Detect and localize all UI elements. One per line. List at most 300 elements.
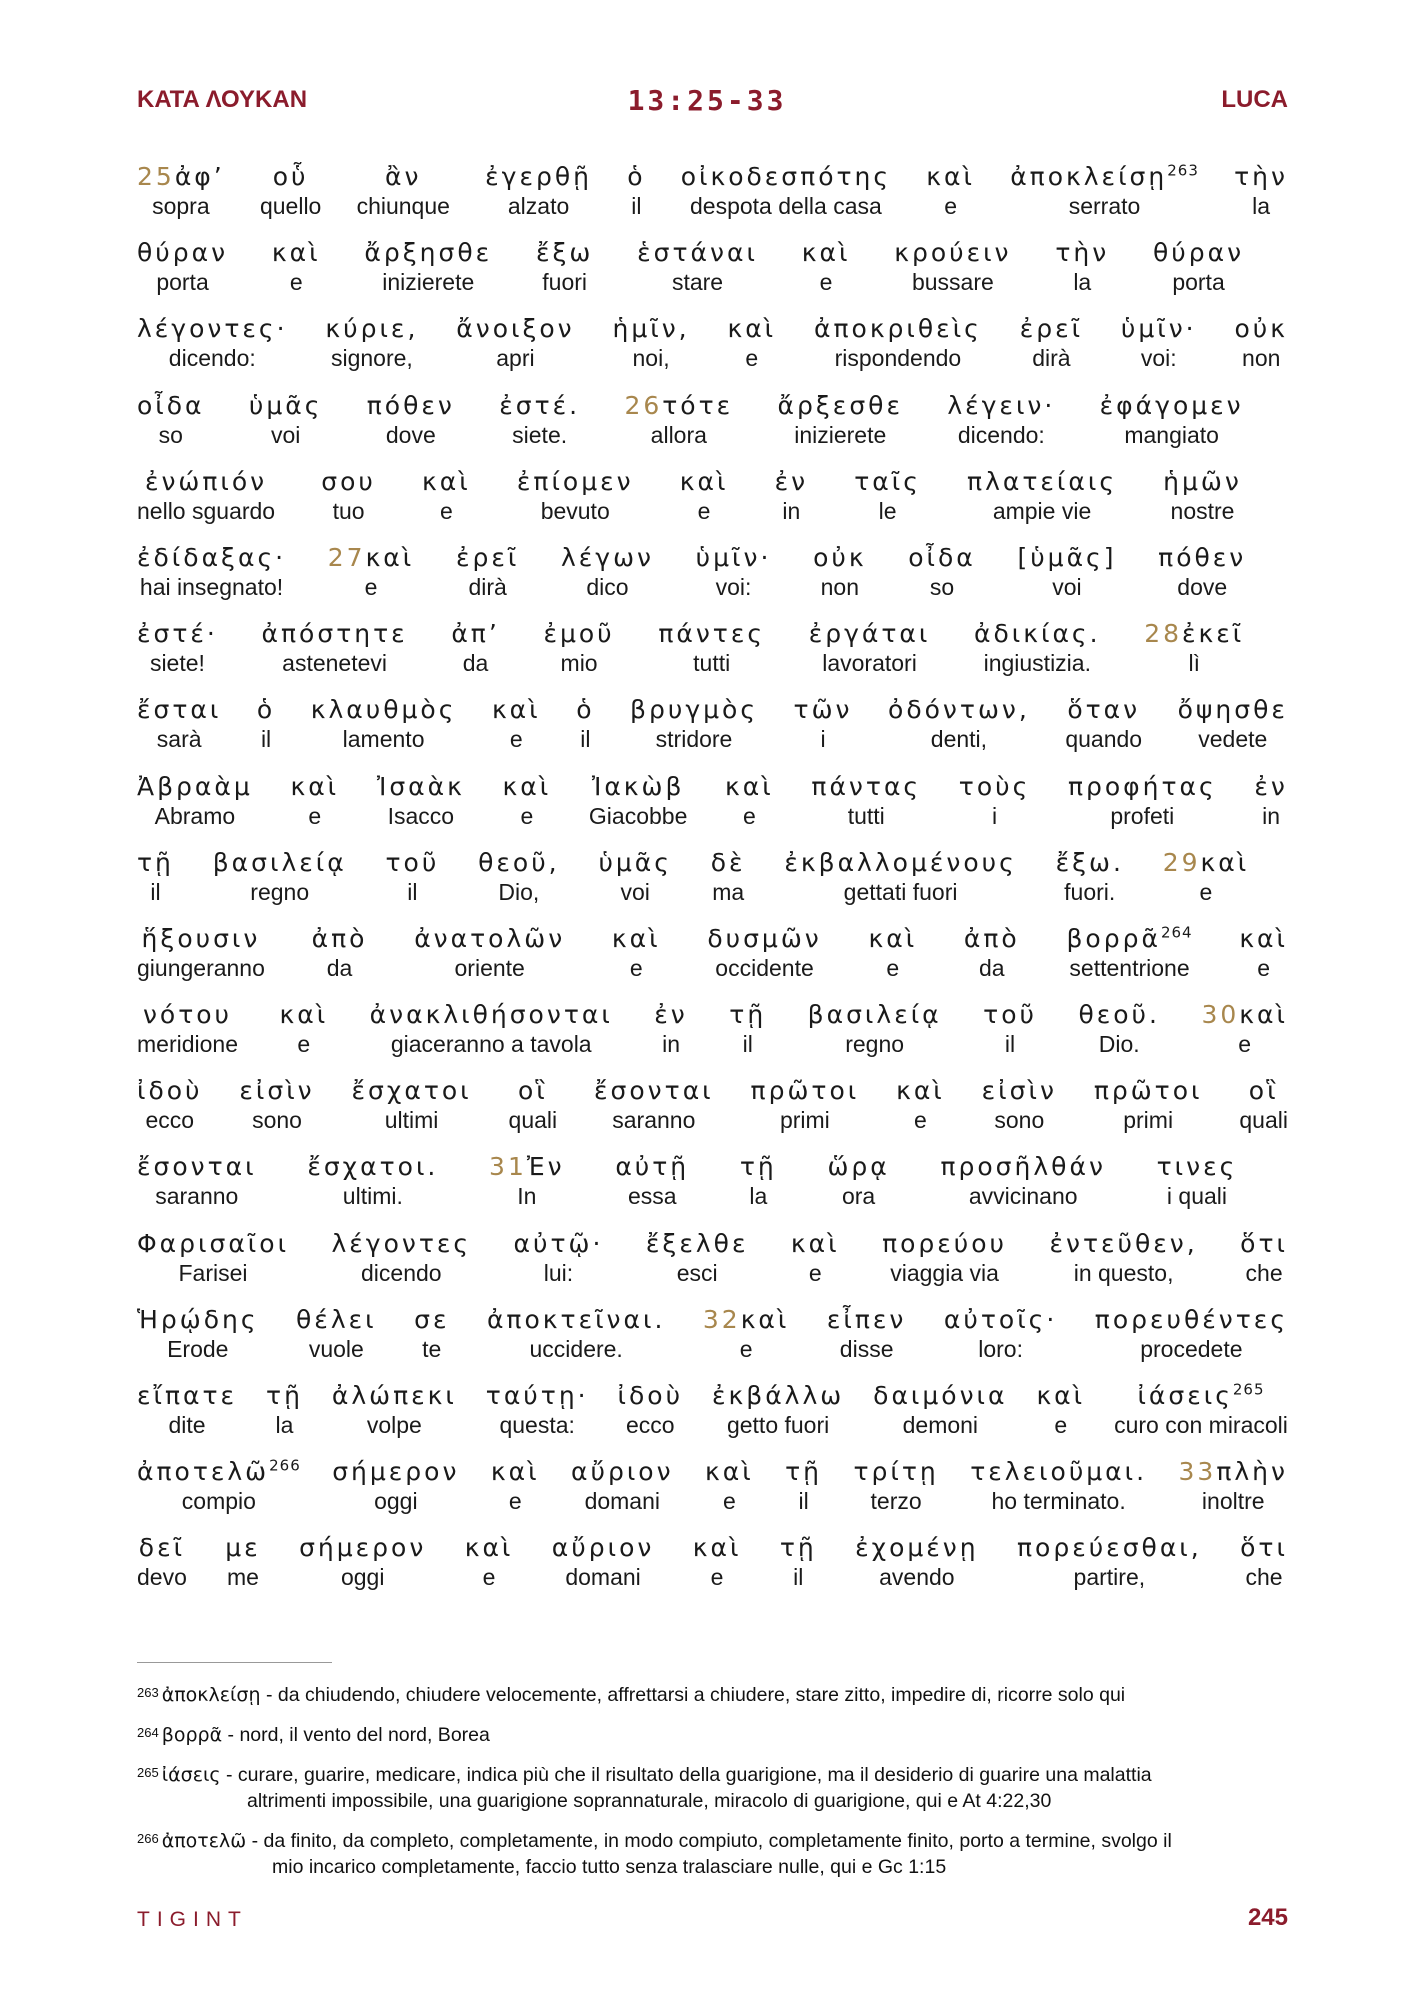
greek-text: ἰδοὺ — [617, 1381, 684, 1410]
word-pair — [465, 1533, 514, 1591]
italian-gloss: voi — [1052, 573, 1082, 600]
word-pair — [725, 772, 774, 830]
greek-text: αὐτῷ· — [513, 1228, 604, 1258]
greek-text: ἐρεῖ — [1019, 314, 1084, 344]
interlinear-line — [137, 1076, 1288, 1152]
greek-word — [618, 1381, 684, 1411]
italian-gloss: ho terminato. — [991, 1488, 1126, 1515]
greek-text: σήμερον — [332, 1457, 460, 1487]
word-pair — [422, 467, 471, 525]
greek-text: οἶδα — [908, 542, 976, 572]
word-pair — [705, 1457, 754, 1515]
word-pair — [855, 1533, 978, 1591]
greek-text: θεοῦ, — [478, 847, 560, 877]
greek-word — [1234, 314, 1288, 344]
word-pair — [290, 772, 339, 830]
italian-gloss: avendo — [879, 1564, 955, 1591]
greek-word — [536, 238, 593, 268]
greek-text: ἄρξεσθε — [777, 390, 903, 420]
footnote-greek-word: ἀποκλείσῃ — [161, 1684, 261, 1706]
italian-gloss: dicendo: — [168, 345, 256, 372]
greek-text: ἐδίδαξας· — [137, 542, 287, 572]
greek-text: ἀποκριθεὶς — [814, 314, 982, 344]
greek-word — [328, 543, 415, 573]
greek-text: ἄρξησθε — [364, 238, 493, 268]
word-pair — [868, 924, 917, 982]
greek-text: πορεύεσθαι, — [1016, 1533, 1202, 1563]
greek-word — [967, 467, 1117, 497]
greek-text: δυσμῶν — [707, 923, 822, 953]
footnote-text: - da chiudendo, chiudere velocemente, affrettarsi a chiudere, stare zitto, impedire di, ricorre solo qui — [260, 1684, 1126, 1706]
greek-word — [1017, 543, 1116, 573]
greek-text: ἀφ’ — [174, 162, 225, 191]
italian-gloss: e — [364, 573, 378, 600]
italian-gloss: dirà — [468, 573, 507, 600]
italian-gloss: non — [820, 573, 860, 600]
greek-word — [703, 1305, 790, 1335]
word-pair — [1234, 314, 1288, 372]
word-pair — [414, 924, 565, 982]
italian-gloss: ecco — [145, 1107, 195, 1134]
word-pair — [370, 1000, 613, 1058]
italian-gloss: e — [439, 497, 453, 524]
italian-gloss: e — [745, 345, 759, 372]
word-pair — [1163, 848, 1250, 906]
word-pair — [332, 1457, 459, 1515]
italian-gloss: e — [914, 1107, 927, 1134]
italian-gloss: in — [1262, 802, 1281, 829]
greek-word — [137, 162, 225, 192]
italian-gloss: domani — [584, 1488, 660, 1515]
footnote-number: 265 — [137, 1765, 159, 1780]
publisher-name: TIGINT — [137, 1908, 248, 1931]
word-pair — [260, 162, 321, 220]
italian-gloss: e — [1238, 1031, 1252, 1058]
greek-text: τὴν — [1055, 238, 1110, 268]
greek-text: ἐπίομεν — [516, 466, 634, 496]
interlinear-line — [137, 772, 1288, 848]
greek-word — [794, 695, 853, 725]
word-pair — [1240, 1229, 1288, 1287]
greek-text: ἀνακλιθήσονται — [369, 1000, 613, 1030]
word-pair — [137, 543, 286, 601]
greek-text: καὶ — [271, 238, 321, 268]
greek-text: καὶ — [1200, 847, 1250, 877]
word-pair — [331, 1229, 471, 1287]
word-pair — [775, 467, 808, 525]
word-pair — [693, 1533, 742, 1591]
italian-gloss: dove — [385, 421, 436, 448]
italian-gloss: il — [631, 193, 642, 219]
greek-word — [145, 467, 267, 497]
italian-gloss: e — [1199, 878, 1213, 905]
greek-text: καὶ — [740, 1304, 790, 1334]
italian-gloss: fuori. — [1064, 878, 1116, 905]
greek-word — [594, 1076, 714, 1106]
greek-text: ἐκεῖ — [1182, 619, 1245, 649]
italian-gloss: il — [150, 878, 161, 905]
greek-text: εἴπατε — [137, 1381, 238, 1410]
word-pair — [137, 1229, 289, 1287]
italian-gloss: allora — [650, 421, 707, 448]
greek-text: δεῖ — [138, 1533, 186, 1563]
greek-text: τότε — [662, 390, 734, 420]
italian-gloss: fuori — [542, 269, 588, 296]
greek-text: [ὑμᾶς] — [1017, 542, 1117, 572]
greek-text: πρῶτοι — [1093, 1076, 1203, 1106]
italian-gloss: nostre — [1170, 497, 1235, 524]
italian-gloss: inoltre — [1201, 1488, 1265, 1515]
word-pair — [137, 162, 225, 220]
word-pair — [137, 1305, 259, 1363]
italian-gloss: te — [422, 1335, 442, 1362]
greek-text: ὅταν — [1067, 695, 1141, 725]
greek-text: καὶ — [896, 1076, 945, 1106]
greek-word — [414, 1305, 449, 1335]
italian-gloss: rispondendo — [834, 345, 962, 372]
word-pair — [489, 1152, 565, 1210]
italian-gloss: da — [979, 954, 1005, 981]
word-pair — [137, 1533, 187, 1591]
footnote-number: 264 — [137, 1725, 159, 1740]
word-pair — [213, 848, 347, 906]
greek-word — [778, 391, 903, 421]
greek-text: καὶ — [422, 466, 471, 496]
greek-text: ὅτι — [1240, 1228, 1288, 1258]
italian-gloss: in questo, — [1073, 1259, 1174, 1286]
book-title-greek: ΚΑΤΑ ΛΟΥΚΑΝ — [137, 86, 308, 113]
greek-word — [571, 1457, 674, 1487]
italian-gloss: uccidere. — [529, 1335, 623, 1362]
word-pair — [352, 1076, 472, 1134]
word-pair — [967, 467, 1117, 525]
italian-gloss: saranno — [612, 1107, 696, 1134]
footnote-continuation: mio incarico completamente, faccio tutto senza tralasciare nulle, qui e Gc 1:15 — [272, 1856, 947, 1878]
italian-gloss: getto fuori — [726, 1412, 830, 1438]
greek-word — [137, 772, 253, 802]
greek-word — [465, 1533, 514, 1563]
word-pair — [1114, 1381, 1288, 1439]
greek-text: βρυγμὸς — [630, 695, 758, 725]
greek-word — [422, 467, 471, 497]
word-pair — [249, 391, 323, 449]
word-pair — [332, 1381, 457, 1439]
greek-text: εἶπεν — [826, 1304, 907, 1334]
greek-text: σε — [414, 1304, 450, 1334]
greek-text: τινες — [1156, 1152, 1238, 1182]
italian-gloss: Dio. — [1098, 1031, 1140, 1058]
italian-gloss: viaggia via — [890, 1259, 999, 1286]
word-pair — [646, 1229, 749, 1287]
italian-gloss: giungeranno — [137, 954, 265, 981]
greek-word — [811, 772, 921, 802]
italian-gloss: questa: — [499, 1412, 575, 1438]
italian-gloss: quali — [1239, 1107, 1288, 1134]
italian-gloss: primi — [1123, 1107, 1174, 1134]
greek-word — [1163, 848, 1250, 878]
word-pair — [630, 695, 758, 753]
greek-word — [707, 924, 821, 954]
greek-text: πάντας — [811, 771, 922, 801]
italian-gloss: voi — [620, 878, 650, 905]
word-pair — [808, 1000, 942, 1058]
greek-text: οἶδα — [137, 390, 205, 420]
greek-text: ἂν — [385, 162, 422, 191]
word-pair — [543, 619, 614, 677]
greek-word — [518, 1076, 548, 1106]
greek-text: ἡμῶν — [1163, 466, 1242, 496]
italian-gloss: il — [793, 1564, 804, 1591]
greek-text: πλὴν — [1216, 1457, 1288, 1487]
word-pair — [1254, 772, 1287, 830]
word-pair — [1100, 391, 1244, 449]
word-pair — [802, 238, 851, 296]
greek-word — [137, 1076, 203, 1106]
italian-gloss: dite — [168, 1412, 206, 1438]
italian-gloss: disse — [839, 1335, 894, 1362]
greek-text: πορευθέντες — [1094, 1304, 1288, 1334]
italian-gloss: so — [929, 573, 955, 600]
verse-number: 31 — [489, 1152, 527, 1182]
greek-word — [143, 1000, 232, 1030]
greek-word — [137, 1457, 301, 1487]
greek-word — [137, 619, 218, 649]
greek-word — [456, 543, 519, 573]
greek-word — [1158, 543, 1246, 573]
footnote-263 — [137, 1680, 1297, 1708]
greek-word — [959, 772, 1031, 802]
italian-gloss: tutti — [847, 802, 885, 829]
footnote-text: - da finito, da completo, completamente, in modo compiuto, completamente finito, porto a termine, svolgo il — [246, 1830, 1172, 1852]
interlinear-line — [137, 848, 1288, 924]
italian-gloss: meridione — [137, 1031, 238, 1058]
word-pair — [711, 848, 746, 906]
italian-gloss: sopra — [152, 193, 210, 219]
greek-word — [137, 1381, 237, 1411]
word-pair — [137, 848, 174, 906]
greek-word — [1163, 467, 1242, 497]
word-pair — [888, 695, 1030, 753]
word-pair — [791, 1229, 840, 1287]
word-pair — [703, 1305, 790, 1363]
italian-gloss: noi, — [632, 345, 670, 372]
greek-text: καὶ — [868, 923, 918, 953]
greek-word — [693, 1533, 742, 1563]
word-pair — [321, 467, 376, 525]
greek-word — [947, 391, 1055, 421]
footnote-ref[interactable]: 266 — [269, 1456, 301, 1475]
greek-text: ὑμᾶς — [598, 847, 672, 877]
italian-gloss: ecco — [626, 1412, 675, 1438]
greek-word — [1056, 848, 1124, 878]
italian-gloss: i — [820, 726, 826, 753]
greek-text: τῇ — [779, 1533, 817, 1563]
italian-gloss: giaceranno a tavola — [390, 1031, 592, 1058]
word-pair — [707, 924, 821, 982]
italian-gloss: e — [819, 269, 833, 296]
greek-word — [813, 543, 867, 573]
greek-word — [1100, 391, 1244, 421]
italian-gloss: e — [629, 954, 643, 981]
greek-word — [970, 1457, 1147, 1487]
italian-gloss: mangiato — [1124, 421, 1219, 448]
greek-word — [598, 848, 672, 878]
word-pair — [894, 238, 1011, 296]
word-pair — [612, 924, 661, 982]
greek-text: καὶ — [790, 1228, 840, 1258]
greek-word — [1157, 1152, 1238, 1182]
verse-number: 26 — [624, 390, 663, 420]
italian-gloss: stridore — [655, 726, 733, 753]
interlinear-line — [137, 162, 1288, 238]
italian-gloss: dicendo: — [957, 421, 1045, 448]
greek-word — [1068, 772, 1217, 802]
word-pair — [814, 314, 982, 372]
greek-word — [352, 1076, 472, 1106]
italian-gloss: avvicinano — [968, 1183, 1078, 1210]
italian-gloss: la — [749, 1183, 768, 1210]
italian-gloss: alzato — [507, 193, 570, 219]
greek-word — [983, 1000, 1037, 1030]
greek-word — [486, 1381, 589, 1411]
greek-word — [785, 1457, 822, 1487]
italian-gloss: profeti — [1110, 802, 1175, 829]
word-pair — [561, 543, 654, 601]
greek-word — [1036, 1381, 1085, 1411]
greek-word — [1078, 1000, 1160, 1030]
greek-text: ἀπόστητε — [261, 619, 408, 649]
italian-gloss: terzo — [870, 1488, 922, 1515]
greek-word — [612, 924, 661, 954]
greek-word — [137, 314, 288, 344]
greek-text: τῇ — [729, 1000, 767, 1030]
greek-word — [137, 1152, 257, 1182]
word-pair — [1239, 1076, 1288, 1134]
word-pair — [1158, 543, 1246, 601]
italian-gloss: dirà — [1032, 345, 1071, 372]
greek-text: πλατείαις — [967, 466, 1118, 496]
greek-word — [272, 238, 321, 268]
greek-text: Ἰακὼβ — [591, 771, 685, 801]
greek-word — [492, 695, 541, 725]
word-pair — [740, 1152, 777, 1210]
italian-gloss: che — [1245, 1564, 1283, 1591]
word-pair — [296, 1305, 377, 1363]
word-pair — [696, 543, 772, 601]
greek-word — [266, 1381, 303, 1411]
greek-word — [712, 1381, 844, 1411]
page-number: 245 — [1247, 1904, 1288, 1931]
greek-text: ἀπ’ — [451, 619, 500, 649]
greek-text: ταῖς — [854, 466, 921, 496]
footnote-continuation: altrimenti impossibile, una guarigione soprannaturale, miracolo di guarigione, qui e At 4:22,30 — [247, 1790, 1052, 1812]
footnote-ref[interactable]: 265 — [1232, 1380, 1265, 1399]
interlinear-line — [137, 1533, 1288, 1609]
greek-word — [331, 1229, 471, 1259]
greek-word — [1201, 1000, 1288, 1030]
greek-word — [637, 238, 758, 268]
greek-text: αὔριον — [551, 1533, 655, 1563]
word-pair — [137, 772, 253, 830]
verse-number: 27 — [327, 542, 366, 572]
italian-gloss: voi — [270, 421, 301, 448]
footnote-ref[interactable]: 264 — [1160, 923, 1193, 942]
italian-gloss: vedete — [1198, 726, 1268, 753]
word-pair — [853, 1457, 938, 1515]
greek-word — [489, 1152, 565, 1182]
greek-word — [311, 695, 457, 725]
greek-text: ἔξελθε — [645, 1228, 749, 1258]
greek-word — [385, 162, 421, 192]
word-pair — [487, 1305, 665, 1363]
italian-gloss: ampie vie — [992, 497, 1092, 524]
greek-text: ἀλώπεκι — [331, 1381, 457, 1410]
italian-gloss: chiunque — [356, 193, 450, 219]
italian-gloss: porta — [1172, 269, 1225, 296]
greek-text: ὅτι — [1240, 1533, 1288, 1563]
word-pair — [312, 924, 368, 982]
italian-gloss: e — [710, 1564, 724, 1591]
word-pair — [225, 1533, 260, 1591]
italian-gloss: In — [517, 1183, 537, 1210]
greek-text: πορεύου — [882, 1228, 1008, 1258]
greek-text: θύραν — [137, 238, 229, 268]
footnote-ref[interactable]: 263 — [1167, 161, 1199, 180]
italian-gloss: regno — [250, 878, 310, 905]
word-pair — [618, 1381, 684, 1439]
word-pair — [729, 1000, 766, 1058]
greek-word — [312, 924, 368, 954]
greek-word — [487, 1305, 665, 1335]
greek-text: ἐμοῦ — [543, 619, 615, 649]
word-pair — [137, 924, 265, 982]
interlinear-line — [137, 1229, 1288, 1305]
greek-text: ἐστέ. — [499, 390, 581, 420]
italian-gloss: ultimi — [384, 1107, 439, 1134]
italian-gloss: da — [326, 954, 353, 981]
footnote-265 — [137, 1760, 1297, 1814]
word-pair — [137, 695, 221, 753]
italian-gloss: il — [1004, 1031, 1016, 1058]
italian-gloss: e — [808, 1259, 822, 1286]
word-pair — [137, 1076, 203, 1134]
word-pair — [478, 848, 560, 906]
word-pair — [882, 1229, 1007, 1287]
greek-word — [727, 314, 776, 344]
word-pair — [262, 619, 408, 677]
greek-text: ἐν — [654, 1000, 688, 1030]
greek-word — [964, 924, 1020, 954]
greek-text: τοὺς — [958, 771, 1031, 801]
greek-text: λέγειν· — [947, 390, 1056, 420]
greek-text: ἀποκτεῖναι. — [486, 1304, 666, 1334]
word-pair — [827, 1152, 889, 1210]
greek-word — [681, 162, 891, 192]
greek-text: νότου — [142, 1000, 233, 1030]
verse-number: 33 — [1178, 1457, 1217, 1487]
greek-word — [321, 467, 376, 497]
greek-word — [615, 1152, 689, 1182]
italian-gloss: le — [878, 497, 897, 524]
greek-text: ἐφάγομεν — [1099, 390, 1244, 420]
greek-word — [1234, 162, 1288, 192]
greek-word — [364, 238, 492, 268]
word-pair — [1049, 1229, 1197, 1287]
greek-word — [1055, 238, 1109, 268]
word-pair — [451, 619, 499, 677]
greek-word — [740, 1152, 777, 1182]
word-pair — [571, 1457, 674, 1515]
